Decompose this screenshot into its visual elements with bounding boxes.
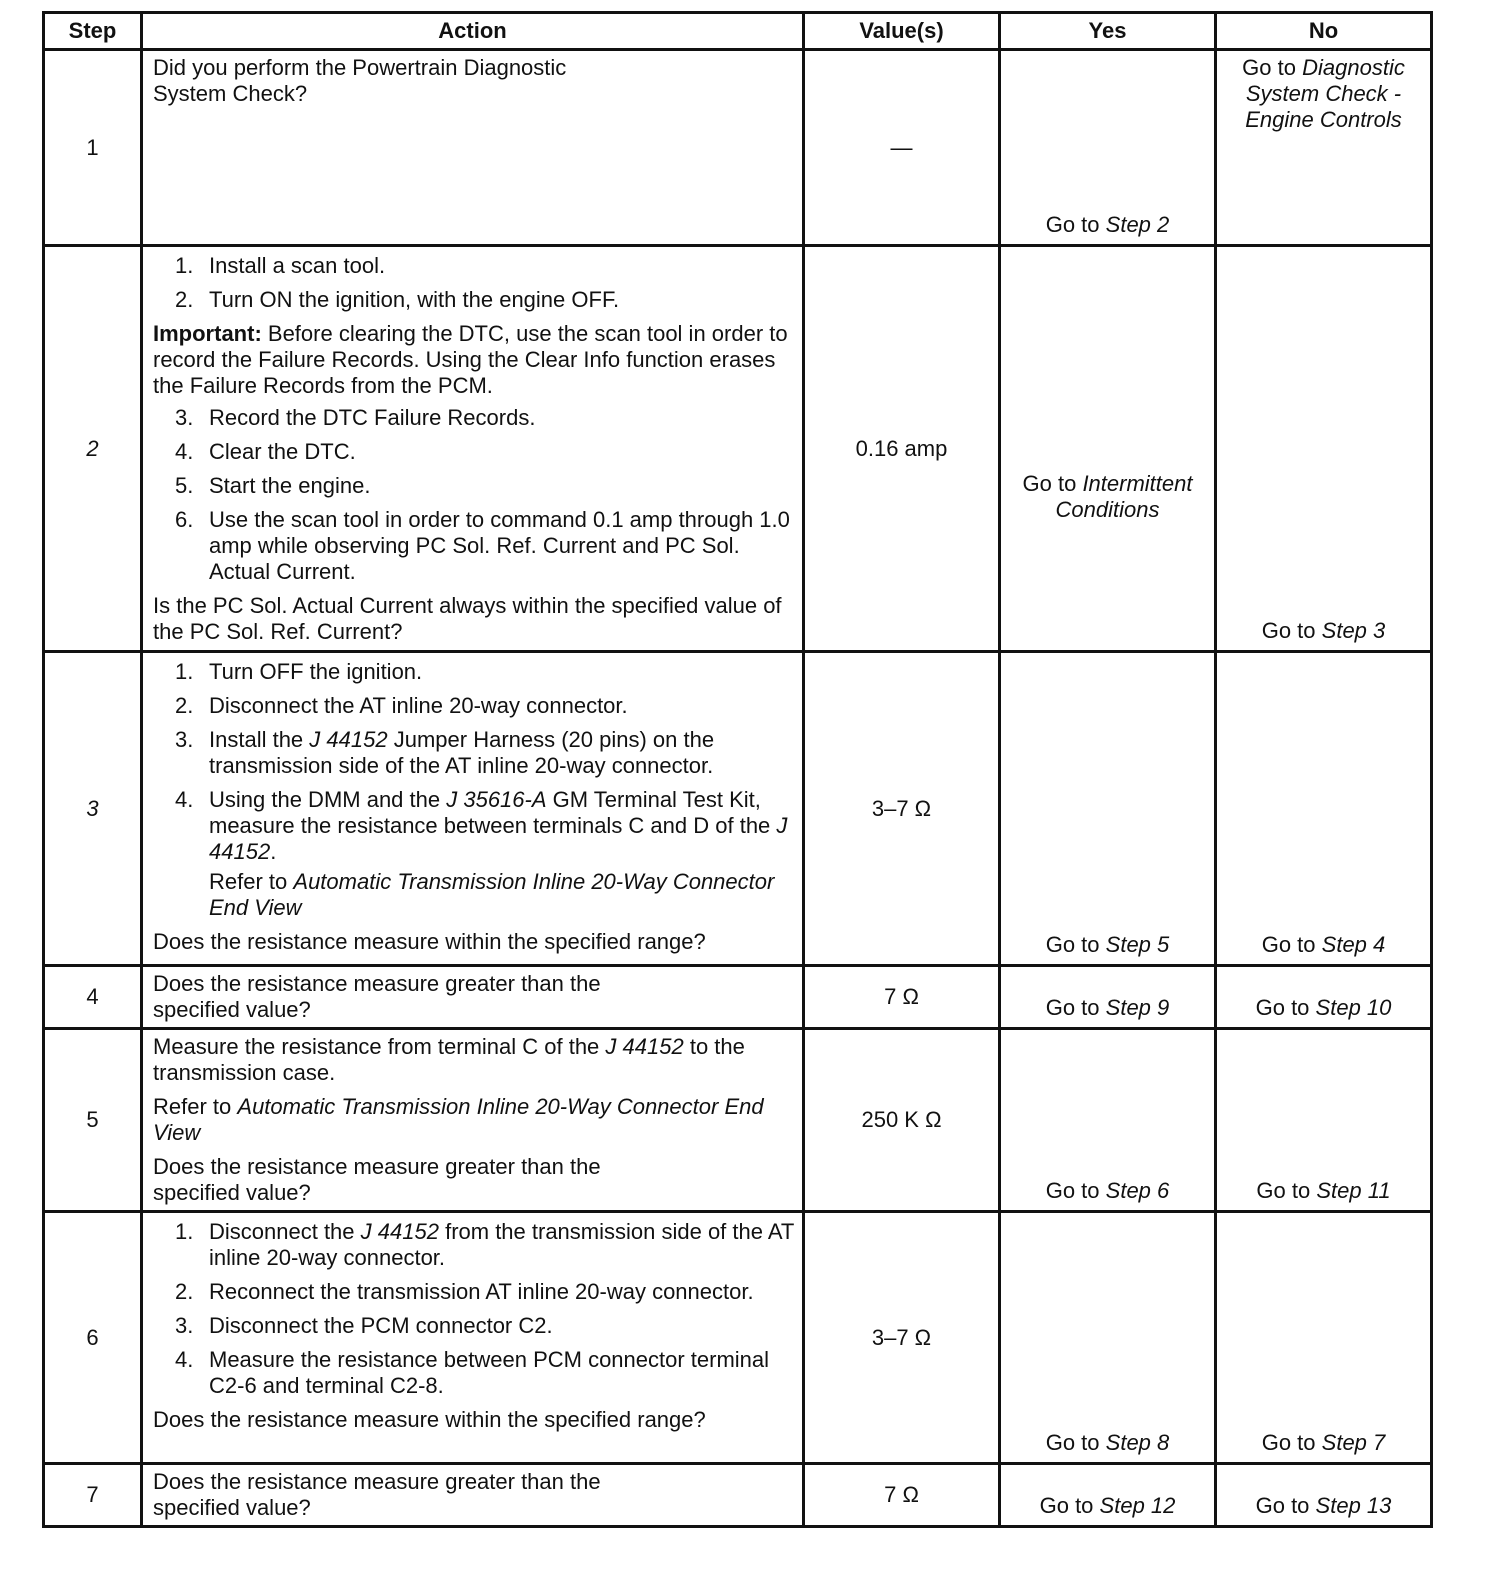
instruction-list [153, 405, 794, 585]
yes-target-link[interactable]: Step 5 [1105, 932, 1170, 957]
step-number: 1 [44, 50, 142, 246]
value-cell: 3–7 Ω [804, 1212, 1000, 1464]
list-item: 1. Turn OFF the ignition. [175, 659, 423, 684]
value-cell: 0.16 amp [804, 246, 1000, 652]
go-to-text: Go to [1022, 470, 1077, 496]
no-cell [1216, 1029, 1432, 1212]
yes-cell [1000, 246, 1216, 652]
yes-cell [1000, 1464, 1216, 1527]
list-item: 2. Turn ON the ignition, with the engine OFF. [175, 287, 620, 312]
question-text: Does the resistance measure within the specified range? [153, 929, 706, 954]
tool-ref: J 35616-A [446, 787, 547, 812]
tool-ref: J 44152 [605, 1034, 684, 1059]
yes-target-link[interactable]: Step 12 [1099, 1493, 1176, 1518]
no-target-link[interactable]: Step 10 [1315, 995, 1392, 1020]
step-number: 6 [44, 1212, 142, 1464]
list-item: 3. Record the DTC Failure Records. [175, 405, 536, 430]
go-to-text: Go to [1255, 995, 1310, 1020]
go-to-text: Go to [1261, 932, 1316, 957]
refer-link[interactable]: Automatic Transmission Inline 20-Way Connector End View [209, 869, 775, 920]
question-text: Does the resistance measure greater than the specified value? [153, 1469, 601, 1520]
yes-cell [1000, 1029, 1216, 1212]
no-cell [1216, 1464, 1432, 1527]
table-row-step-4 [44, 966, 1432, 1029]
value-cell: 250 K Ω [804, 1029, 1000, 1212]
list-item: 6. Use the scan tool in order to command 0.1 amp through 1.0 amp while observing PC Sol. Ref. Current and PC Sol. Actual Current. [175, 507, 790, 584]
refer-note: Refer to Automatic Transmission Inline 20-Way Connector End View [209, 869, 775, 920]
value-cell: — [804, 50, 1000, 246]
diagnostic-table [42, 11, 1433, 1528]
header-no: No [1216, 13, 1432, 50]
list-item: 2. Disconnect the AT inline 20-way connector. [175, 693, 628, 718]
action-cell [142, 1029, 804, 1212]
table-row-step-6 [44, 1212, 1432, 1464]
no-cell [1216, 246, 1432, 652]
question-text: Does the resistance measure greater than the specified value? [153, 971, 601, 1022]
action-text: Measure the resistance from terminal C of the J 44152 to the transmission case. [153, 1034, 745, 1085]
yes-target-link[interactable]: Step 2 [1105, 212, 1170, 237]
question-text: Does the resistance measure greater than the specified value? [153, 1154, 601, 1205]
no-target-link[interactable]: Diagnostic System Check - Engine Controls [1245, 55, 1405, 132]
header-row [44, 13, 1432, 50]
list-item: 5. Start the engine. [175, 473, 371, 498]
tool-ref: J 44152 [360, 1219, 439, 1244]
no-target-link[interactable]: Step 4 [1321, 932, 1386, 957]
header-yes: Yes [1000, 13, 1216, 50]
value-cell: 7 Ω [804, 966, 1000, 1029]
value-cell: 3–7 Ω [804, 652, 1000, 966]
yes-target-link[interactable]: Step 8 [1105, 1430, 1170, 1455]
action-cell [142, 50, 804, 246]
action-cell [142, 1212, 804, 1464]
table-row-step-2 [44, 246, 1432, 652]
yes-cell [1000, 966, 1216, 1029]
go-to-text: Go to [1045, 932, 1100, 957]
go-to-text: Go to [1255, 1493, 1310, 1518]
step-number: 3 [44, 652, 142, 966]
refer-note: Refer to Automatic Transmission Inline 20-Way Connector End View [153, 1094, 764, 1145]
yes-cell [1000, 1212, 1216, 1464]
go-to-text: Go to [1045, 212, 1100, 237]
go-to-text: Go to [1045, 995, 1100, 1020]
action-cell [142, 1464, 804, 1527]
no-cell [1216, 652, 1432, 966]
table-row-step-7 [44, 1464, 1432, 1527]
list-item: 1. Disconnect the J 44152 from the transmission side of the AT inline 20-way connector. [175, 1219, 794, 1270]
header-action: Action [142, 13, 804, 50]
important-label: Important: [153, 321, 262, 346]
table-row-step-5 [44, 1029, 1432, 1212]
list-item: 3. Disconnect the PCM connector C2. [175, 1313, 553, 1338]
step-number: 2 [44, 246, 142, 652]
important-text: Before clearing the DTC, use the scan tool in order to record the Failure Records. Using the Clear Info function erases the Failure Records from the PCM. [153, 321, 788, 398]
no-target-link[interactable]: Step 13 [1315, 1493, 1392, 1518]
step-number: 5 [44, 1029, 142, 1212]
go-to-text: Go to [1242, 55, 1296, 80]
table-row-step-1 [44, 50, 1432, 246]
go-to-text: Go to [1256, 1178, 1311, 1203]
no-cell [1216, 1212, 1432, 1464]
question-text: Did you perform the Powertrain Diagnostic System Check? [153, 55, 567, 106]
yes-target-link[interactable]: Intermittent Conditions [1055, 470, 1193, 522]
refer-link[interactable]: Automatic Transmission Inline 20-Way Connector End View [153, 1094, 764, 1145]
go-to-text: Go to [1039, 1493, 1094, 1518]
yes-cell [1000, 50, 1216, 246]
question-text: Is the PC Sol. Actual Current always within the specified value of the PC Sol. Ref. Current? [153, 593, 782, 644]
list-item: 1. Install a scan tool. [175, 253, 386, 278]
important-note [153, 321, 794, 399]
action-cell [142, 966, 804, 1029]
no-target-link[interactable]: Step 7 [1321, 1430, 1386, 1455]
no-target-link[interactable]: Step 3 [1321, 618, 1386, 643]
step-number: 4 [44, 966, 142, 1029]
header-step: Step [44, 13, 142, 50]
list-item: 4. Measure the resistance between PCM connector terminal C2-6 and terminal C2-8. [175, 1347, 770, 1398]
instruction-list [153, 253, 794, 313]
header-values: Value(s) [804, 13, 1000, 50]
no-cell [1216, 50, 1432, 246]
go-to-text: Go to [1045, 1430, 1100, 1455]
go-to-text: Go to [1045, 1178, 1100, 1203]
table-row-step-3 [44, 652, 1432, 966]
list-item: 4. Using the DMM and the J 35616-A GM Terminal Test Kit, measure the resistance between terminals C and D of the J 44152. [175, 787, 788, 864]
instruction-list [153, 659, 794, 865]
step-number: 7 [44, 1464, 142, 1527]
list-item: 2. Reconnect the transmission AT inline 20-way connector. [175, 1279, 754, 1304]
action-cell [142, 246, 804, 652]
instruction-list [153, 1219, 794, 1399]
list-item: 3. Install the J 44152 Jumper Harness (20 pins) on the transmission side of the AT inline 20-way connector. [175, 727, 715, 778]
yes-target-link[interactable]: Step 6 [1105, 1178, 1170, 1203]
go-to-text: Go to [1261, 1430, 1316, 1455]
question-text: Does the resistance measure within the specified range? [153, 1407, 706, 1432]
yes-cell [1000, 652, 1216, 966]
tool-ref: J 44152 [309, 727, 388, 752]
list-item: 4. Clear the DTC. [175, 439, 356, 464]
no-target-link[interactable]: Step 11 [1316, 1178, 1391, 1203]
value-cell: 7 Ω [804, 1464, 1000, 1527]
tool-ref: J 44152 [209, 813, 788, 864]
action-cell [142, 652, 804, 966]
go-to-text: Go to [1261, 618, 1316, 643]
no-cell [1216, 966, 1432, 1029]
yes-target-link[interactable]: Step 9 [1105, 995, 1170, 1020]
